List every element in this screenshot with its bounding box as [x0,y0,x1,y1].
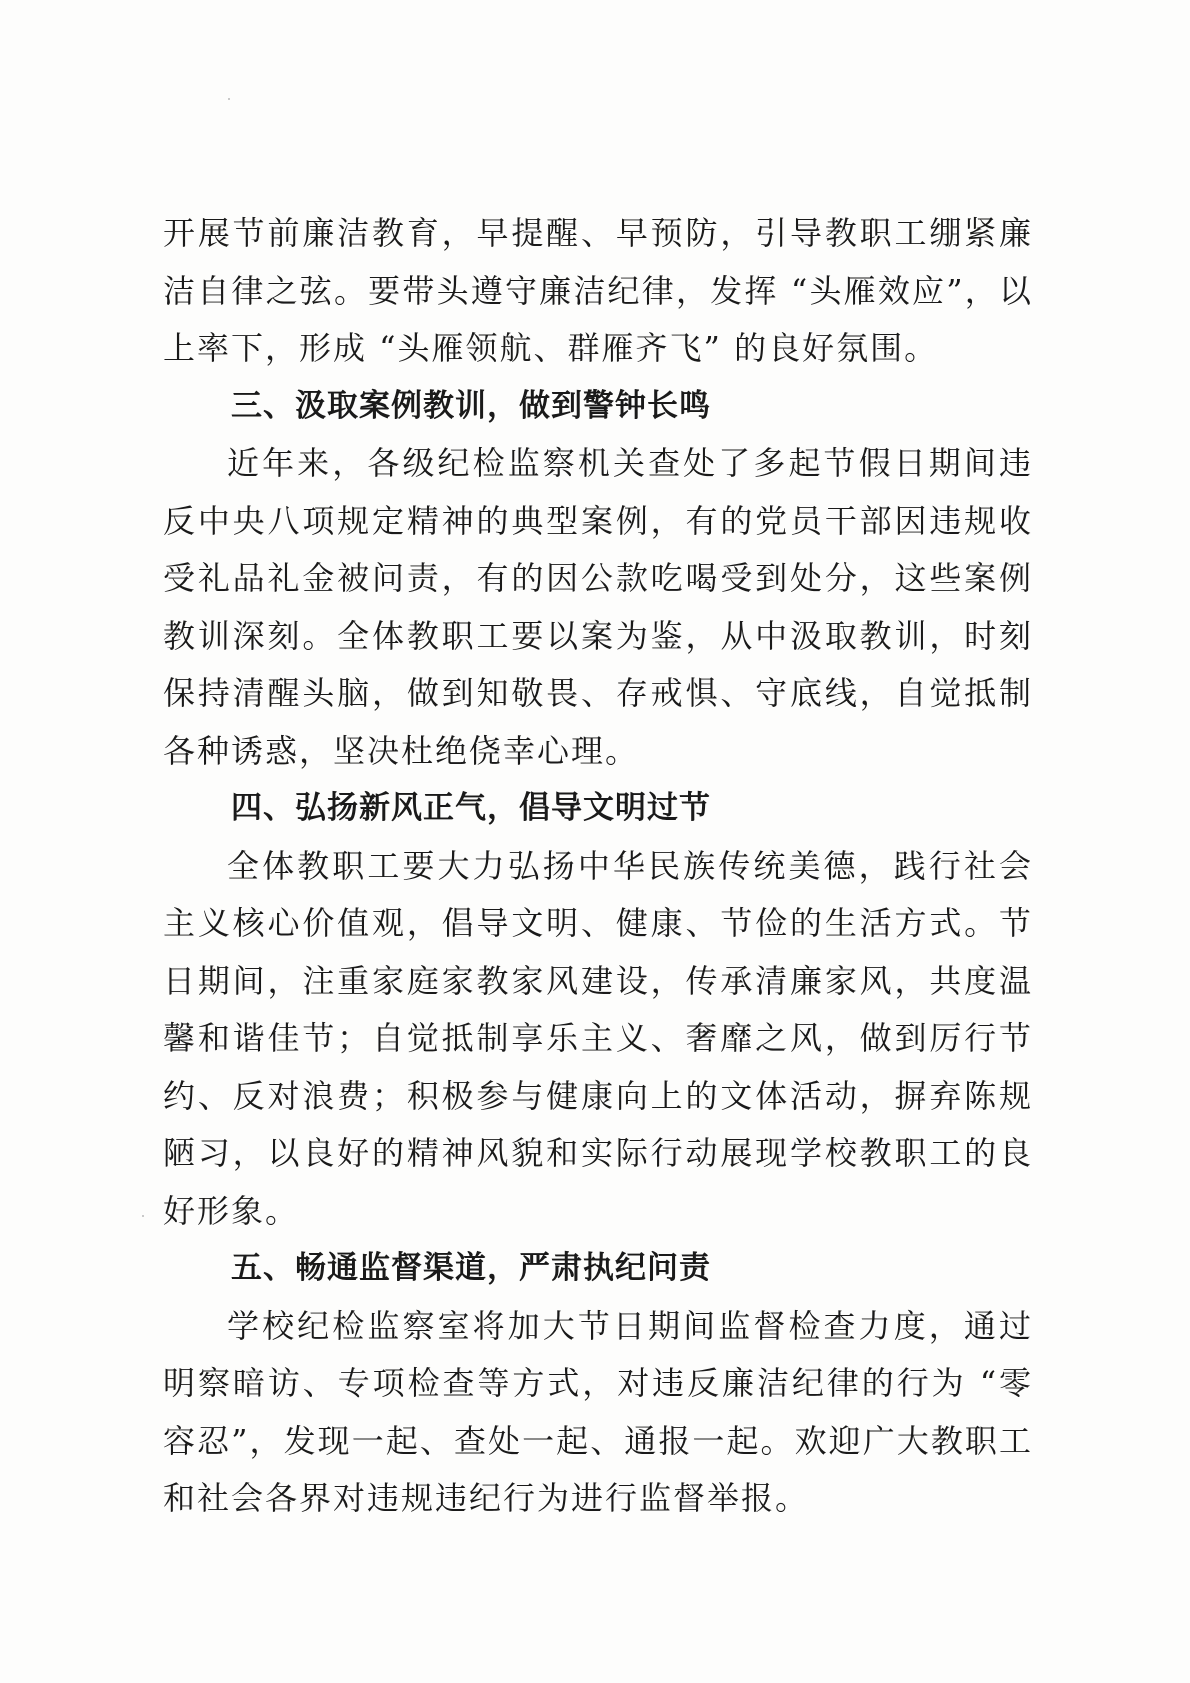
body-paragraph-3: 全体教职工要大力弘扬中华民族传统美德，践行社会主义核心价值观，倡导文明、健康、节俭的生活方式。节日期间，注重家庭家教家风建设，传承清廉家风，共度温馨和谐佳节；自觉抵制享乐主义、奢靡之风，做到厉行节约、反对浪费；积极参与健康向上的文体活动，摒弃陈规陋习，以良好的精神风貌和实际行动展现学校教职工的良好形象。 [163,846,1033,1230]
body-paragraph-1: 开展节前廉洁教育，早提醒、早预防，引导教职工绷紧廉洁自律之弦。要带头遵守廉洁纪律，发挥 “头雁效应”，以上率下，形成 “头雁领航、群雁齐飞” 的良好氛围。 [163,214,1033,367]
scan-speck [142,1215,144,1217]
document-body [163,205,1033,1528]
section-heading-4: 四、弘扬新风正气，倡导文明过节 [231,790,711,826]
section-heading-3: 三、汲取案例教训，做到警钟长鸣 [231,387,711,424]
scan-speck [228,98,230,100]
body-paragraph-4: 学校纪检监察室将加大节日期间监督检查力度，通过明察暗访、专项检查等方式，对违反廉洁纪律的行为 “零容忍”，发现一起、查处一起、通报一起。欢迎广大教职工和社会各界对违规违纪行为进行监督举报。 [163,1306,1033,1517]
body-paragraph-2: 近年来，各级纪检监察机关查处了多起节假日期间违反中央八项规定精神的典型案例，有的党员干部因违规收受礼品礼金被问责，有的因公款吃喝受到处分，这些案例教训深刻。全体教职工要以案为鉴，从中汲取教训，时刻保持清醒头脑，做到知敬畏、存戒惧、守底线，自觉抵制各种诱惑，坚决杜绝侥幸心理。 [163,444,1033,770]
section-heading-5: 五、畅通监督渠道，严肃执纪问责 [231,1250,711,1286]
